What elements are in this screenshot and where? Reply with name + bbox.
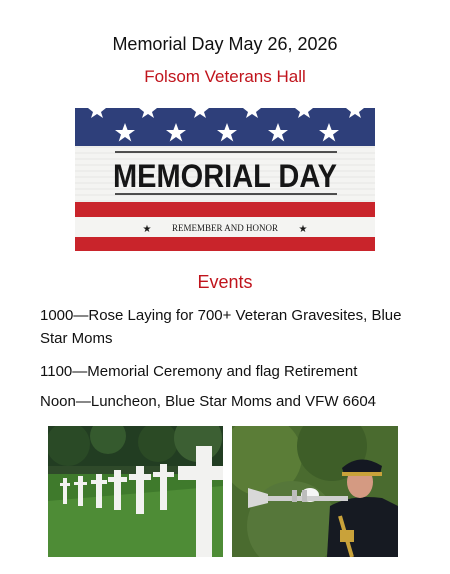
- event-item: Noon—Luncheon, Blue Star Moms and VFW 6604: [40, 393, 377, 410]
- memorial-day-banner: [75, 108, 375, 251]
- banner-tagline: REMEMBER AND HONOR: [171, 223, 279, 233]
- banner-headline: MEMORIAL DAY: [113, 158, 337, 194]
- star-icon: ★: [142, 224, 152, 235]
- venue-name: Folsom Veterans Hall: [144, 67, 306, 86]
- page-title: Memorial Day May 26, 2026: [112, 34, 338, 54]
- red-stripe: [75, 202, 375, 217]
- event-item: 1100—Memorial Ceremony and flag Retirement: [40, 363, 358, 380]
- bugler-photo: [232, 426, 398, 557]
- star-icon: ★: [298, 224, 308, 235]
- events-heading: Events: [197, 272, 253, 292]
- cemetery-crosses-photo: [48, 426, 223, 557]
- event-item: 1000—Rose Laying for 700+ Veteran Gravesites, Blue Star Moms: [40, 307, 402, 347]
